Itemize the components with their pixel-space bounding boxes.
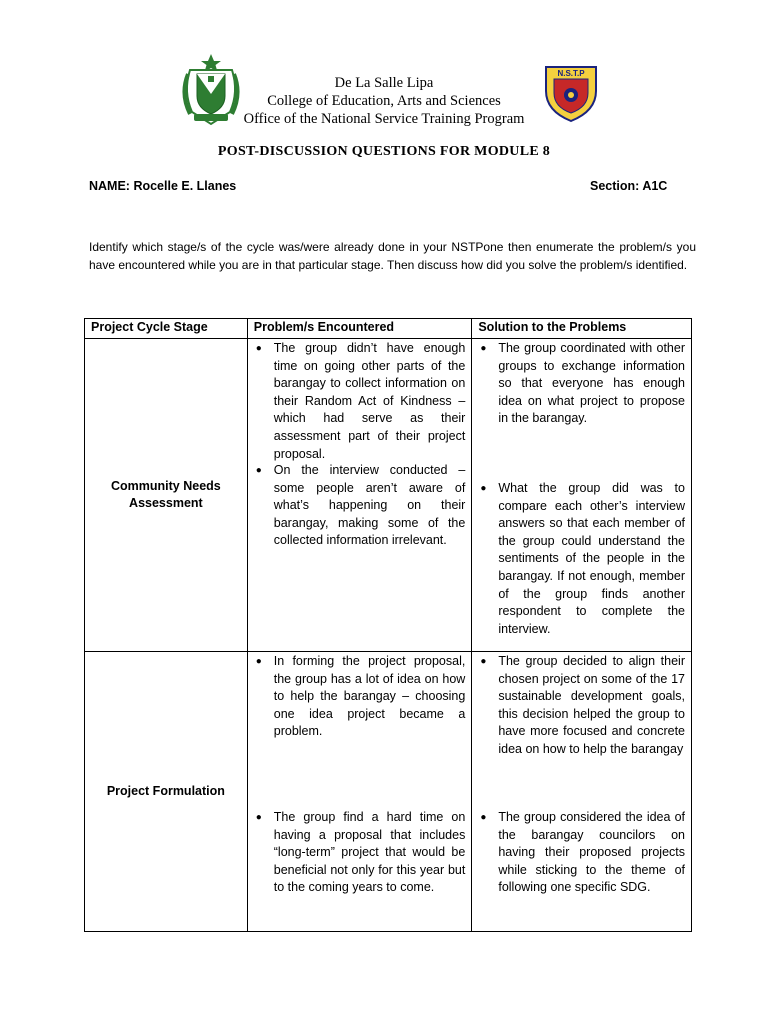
problem-text: In forming the project proposal, the group has a lot of idea on how to help the barangay – choosing one idea project became a problem. xyxy=(273,654,466,739)
bullet-icon: ● xyxy=(255,656,262,667)
list-item xyxy=(252,653,468,809)
bullet-icon: ● xyxy=(480,343,487,354)
list-item xyxy=(476,653,687,809)
college-name: College of Education, Arts and Sciences xyxy=(267,93,501,109)
list-item xyxy=(476,340,687,480)
solution-text: What the group did was to compare each other’s interview answers so that each member of the group could understand the sentiments of the people in the barangay. If not enough, member of the group finds another respondent to complete the interview. xyxy=(498,481,685,636)
list-item xyxy=(476,480,687,638)
document-header xyxy=(0,74,768,128)
list-item xyxy=(252,462,468,550)
stage-cell: Project Formulation xyxy=(85,652,248,932)
project-cycle-table xyxy=(84,318,692,932)
list-item xyxy=(252,809,468,897)
office-name: Office of the National Service Training Program xyxy=(243,111,525,127)
bullet-icon: ● xyxy=(255,343,262,354)
bullet-icon: ● xyxy=(255,812,262,823)
bullet-icon: ● xyxy=(480,656,487,667)
bullet-icon: ● xyxy=(255,465,262,476)
stage-cell: Community Needs Assessment xyxy=(85,339,248,652)
solutions-cell xyxy=(472,652,692,932)
document-title: POST-DISCUSSION QUESTIONS FOR MODULE 8 xyxy=(217,144,551,159)
header-problems: Problem/s Encountered xyxy=(247,319,472,339)
school-name: De La Salle Lipa xyxy=(334,75,434,91)
problems-cell xyxy=(247,652,472,932)
list-item xyxy=(476,809,687,897)
table-row xyxy=(85,652,692,932)
solution-text: The group coordinated with other groups to exchange information so that everyone has enough idea on what project to propose in the barangay. xyxy=(498,341,685,426)
instructions-paragraph: Identify which stage/s of the cycle was/were already done in your NSTPone then enumerate the problem/s you have encountered while you are in that particular stage. Then discuss how did you solve the problem/s identified. xyxy=(89,240,696,272)
list-item xyxy=(252,340,468,462)
bullet-icon: ● xyxy=(480,483,487,494)
student-section: Section: A1C xyxy=(590,179,668,193)
solution-text: The group considered the idea of the barangay councilors on having their proposed projects while sticking to the theme of following one specific SDG. xyxy=(498,810,685,895)
header-stage: Project Cycle Stage xyxy=(85,319,248,339)
problem-text: The group didn’t have enough time on going other parts of the barangay to collect information on their Random Act of Kindness – which had serve as their assessment part of their project proposal. xyxy=(273,341,466,461)
student-name: NAME: Rocelle E. Llanes xyxy=(89,179,237,193)
header-solutions: Solution to the Problems xyxy=(472,319,692,339)
nstp-logo-text: N.S.T.P xyxy=(557,69,585,78)
table-row xyxy=(85,339,692,652)
solutions-cell xyxy=(472,339,692,652)
problem-text: The group find a hard time on having a proposal that includes “long-term” project that would be beneficial not only for this year but to the coming years to come. xyxy=(273,810,466,895)
problems-cell xyxy=(247,339,472,652)
problem-text: On the interview conducted – some people aren’t aware of what’s happening on their barangay, making some of the collected information irrelevant. xyxy=(273,463,466,548)
bullet-icon: ● xyxy=(480,812,487,823)
table-header-row xyxy=(85,319,692,339)
solution-text: The group decided to align their chosen project on some of the 17 sustainable development goals, this decision helped the group to have more focused and concrete idea on how to help the barangay xyxy=(498,654,685,756)
